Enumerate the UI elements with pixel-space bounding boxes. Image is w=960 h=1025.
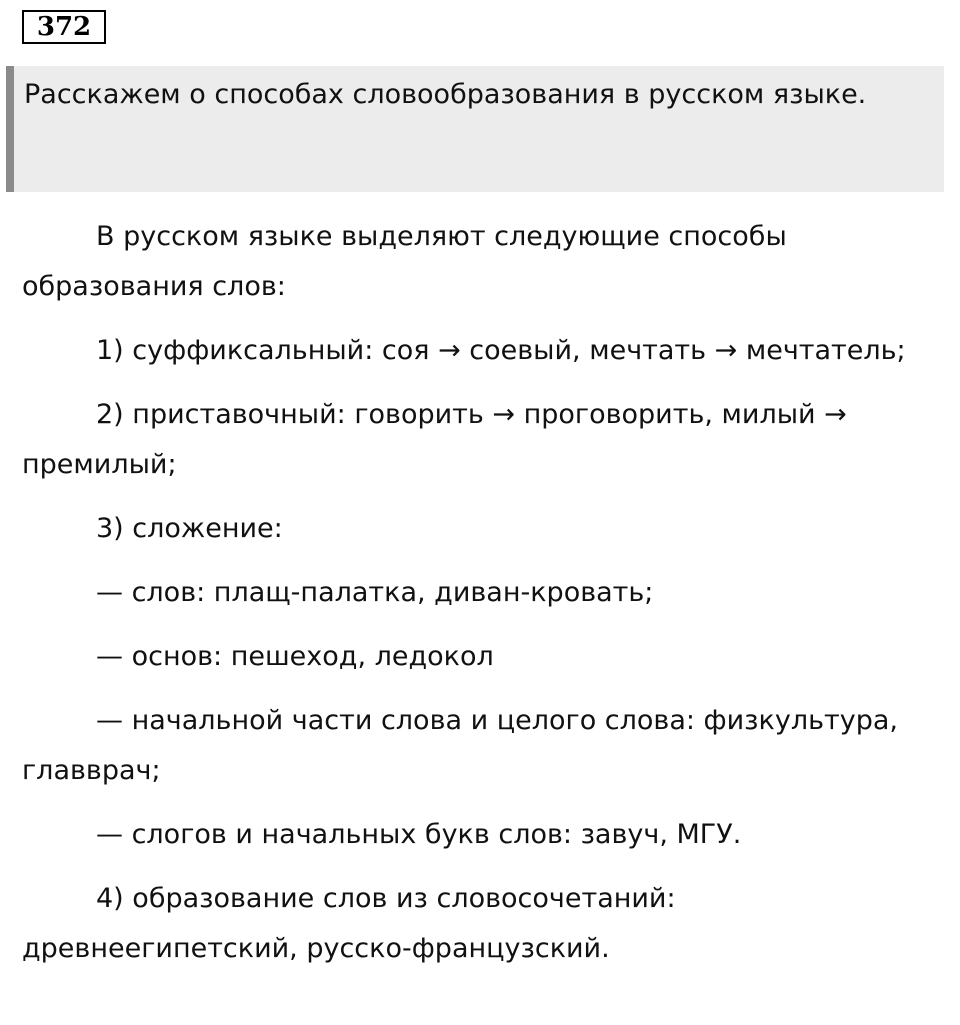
task-prompt-box [6,66,944,192]
task-number-box [22,10,106,44]
answer-intro: В русском языке выделяют следующие способы образования слов: [22,221,787,302]
answer-item-suffix: 1) суффиксальный: соя → соевый, мечтать → мечтатель; [96,335,906,366]
answer-body [22,212,948,988]
answer-item-compounding: 3) сложение: [96,513,283,544]
task-prompt-text: Расскажем о способах словообразования в русском языке. [24,79,867,110]
answer-subitem-words: — слов: плащ-палатка, диван-кровать; [96,577,654,608]
answer-item-phrases: 4) образование слов из словосочетаний: древнеегипетский, русско-французский. [22,883,676,964]
answer-subitem-syllables: — слогов и начальных букв слов: завуч, МГУ. [96,819,742,850]
task-number: 372 [36,12,92,42]
answer-item-prefix: 2) приставочный: говорить → проговорить, милый → премилый; [22,399,847,480]
answer-subitem-stems: — основ: пешеход, ледокол [96,641,494,672]
answer-subitem-part-and-word: — начальной части слова и целого слова: физкультура, главврач; [22,705,898,786]
